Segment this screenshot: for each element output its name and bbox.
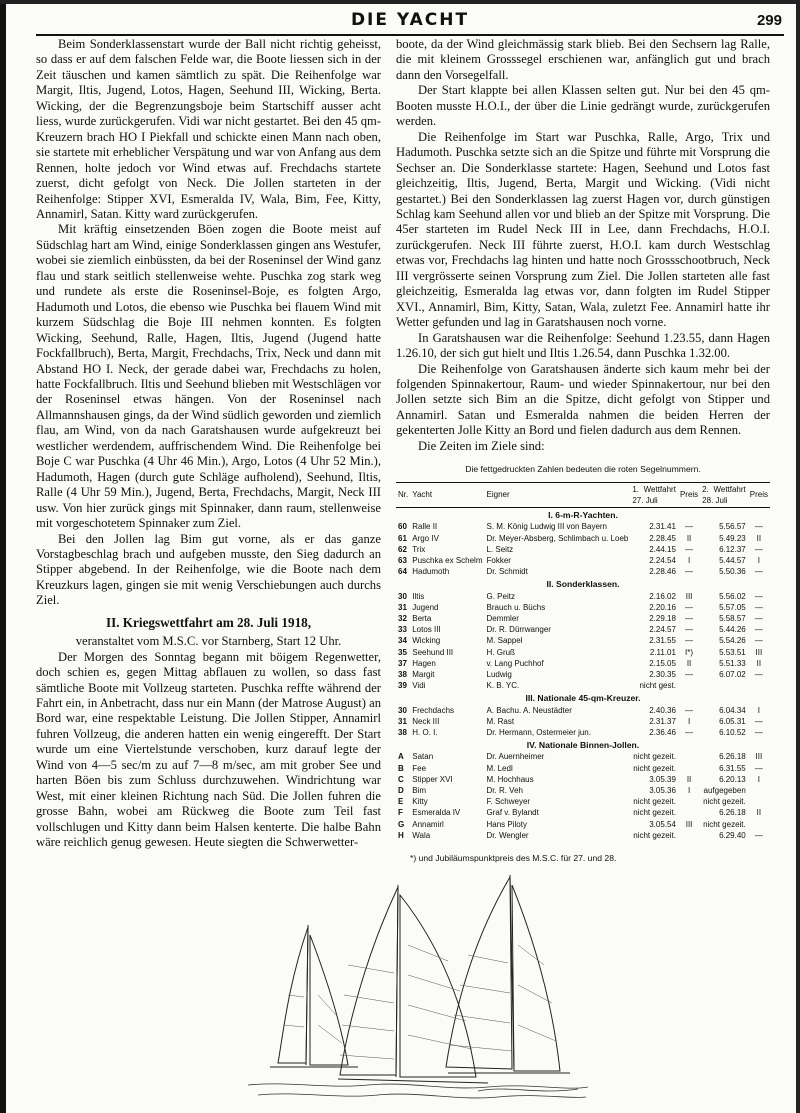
table-row [396,727,770,738]
cell-prize-race1 [678,796,700,807]
table-row [396,763,770,774]
cell-prize-race2: — [754,591,763,601]
cell-yacht: H. O. I. [412,727,438,737]
cell-yacht: Vidi [412,681,426,691]
cell-prize-race1: — [685,727,694,737]
scan-edge-right [796,0,800,1113]
cell-owner: Fokker [486,555,511,565]
cell-owner: M. Sappel [486,636,523,646]
cell-prize-race2: II [756,658,762,668]
cell-owner: M. Hochhaus [486,774,534,784]
cell-time-race2: 5.49.23 [719,533,746,543]
cell-time-race2: 5.57.05 [719,602,746,612]
cell-owner: L. Seitz [486,544,514,554]
paragraph: Bei den Jollen lag Bim gut vorne, als er das ganze Vorstagbeschlag brach und aufgeben musste, den Sieg dadurch an Stipper abgebend. In der Reihenfolge, wie die Boote nach dem Kreuzkurs lagen, gingen sie mit wenig Verschiebungen auch durchs Ziel. [36,531,381,608]
cell-yacht: Trix [412,544,426,554]
section-heading: II. Kriegswettfahrt am 28. Juli 1918, [105,614,312,630]
paragraph: Die Reihenfolge im Start war Puschka, Ralle, Argo, Trix und Hadumoth. Puschka setzte sich an die Spitze und führte mit Vorsprung die Sechser an. Die Sonderklasse startete: Hagen, Seehund und Lotos fast gleichzeitig, Iltis, Jugend, Berta, Margit und Wicking. (Vidi nicht gestartet.) Bei den Sonderklassen lag zuerst Hagen vor, durch günstigen Schlag kam Seehund allen vor und blieb an der Spitze mit Vorsprung. Die 45er starteten im Rudel Neck III in Lee, dann Frechdachs, H.O.I. zurückgerufen. Neck III führte zuerst, H.O.I. kam durch Westschlag etwas vor, Frechdachs lag hinten und hatte noch Grossschootbruch, Neck III vergrösserte seinen Vorsprung zum Ziel. Die Jollen starteten alle fast gleichzeitig, Esmeralda lag etwas vor, dann folgten im Rudel Stipper XVI., Annamirl, Bim, Kitty, Satan, Wala, zuletzt Fee. Annamirl hatte ihr Wetter gefunden und lag in Garatshausen noch vorne. [396,129,770,330]
cell-yacht: Argo IV [412,533,439,543]
cell-time-race2: 5.53.51 [719,647,746,657]
col-header-race1: 1. Wettfahrt 27. Juli [630,482,678,507]
cell-time-race2: 5.56.02 [719,591,746,601]
results-body [396,508,770,841]
table-row [396,819,770,830]
table-section-title: II. Sonderklassen. [546,579,620,590]
page-number: 299 [756,12,782,29]
cell-prize-race2: — [754,544,763,554]
cell-prize-race2: III [755,752,763,762]
cell-owner: Brauch u. Büchs [486,602,546,612]
cell-prize-race2: — [754,716,763,726]
cell-nr: D [398,785,404,795]
cell-time-race1: 2.24.54 [649,555,676,565]
cell-time-race2: 5.44.57 [719,555,746,565]
cell-time-race1: 3.05.54 [649,819,676,829]
table-section-title: I. 6-m-R-Yachten. [548,510,618,521]
cell-yacht: Puschka ex Schelm [412,555,483,565]
cell-yacht: Wala [412,830,431,840]
cell-owner: Graf v. Bylandt [486,808,539,818]
cell-prize-race1 [678,751,700,762]
paragraph: In Garatshausen war die Reihenfolge: Seehund 1.23.55, dann Hagen 1.26.10, der sich gut hielt und Iltis 1.26.54, dann Puschka 1.32.00. [396,330,770,361]
cell-time-race1: nicht gezeit. [633,752,676,762]
cell-prize-race2: I [757,705,760,715]
cell-prize-race1 [678,680,700,691]
cell-time-race1: 2.20.16 [649,602,676,612]
cell-prize-race1: I [687,716,691,726]
cell-owner: Dr. Wengler [486,830,529,840]
cell-yacht: Bim [412,785,427,795]
cell-time-race2: 6.26.18 [719,752,746,762]
table-row [396,785,770,796]
cell-owner: v. Lang Puchhof [486,658,544,668]
journal-title: DIE YACHT [350,10,470,30]
cell-time-race1: 2.31.55 [649,636,676,646]
paragraph: Der Start klappte bei allen Klassen selten gut. Nur bei den 45 qm-Booten musste H.O.I., der über die Linie gedrängt wurde, zurückgerufen werden. [396,83,770,129]
sailboat-illustration [248,845,588,1107]
table-row [396,521,770,532]
cell-yacht: Berta [412,613,432,623]
table-section-title: IV. Nationale Binnen-Jollen. [526,740,640,751]
cell-prize-race1: I [687,785,691,795]
table-row [396,774,770,785]
cell-prize-race2: — [754,636,763,646]
table-section-title: III. Nationale 45-qm-Kreuzer. [525,693,641,704]
cell-prize-race1: II [686,774,692,784]
cell-prize-race1: I [687,555,691,565]
cell-yacht: Esmeralda IV [412,808,461,818]
cell-owner: Dr. R. Veh [486,785,523,795]
cell-prize-race2: — [754,830,763,840]
cell-nr: F [398,808,403,818]
cell-nr: 38 [398,669,407,679]
paragraph: Mit kräftig einsetzenden Böen zogen die Boote meist auf Südschlag hart am Wind, einige Sonderklassen gingen ans Westufer, wobei sie ziemlich einbüssten, da bei der Roseninsel der Wind ganz flau und stark seitlich stellenweise wehte. Puschka zog stark weg und rundete als erste die Roseninsel-Boje, es folgten Argo, Hadumoth und Lotos, die ebenso wie Puschka bei flauem Wind mit kurzem Südschlag die Boje III nehmen konnten. Es folgten Wicking, Seehund, Ralle, Hagen, Iltis, Jugend (Jugend hatte Fockfallbruch), Berta, Margit, Frechdachs, Trix, Neck und dann mit Abstand HO I. Neck, der gerade dabei war, Frechdachs zu holen, hatte Fockfallbruch. Iltis und Seehund blieben mit Westschlägen vor der Roseninsel etwas hängen. Von der Roseninsel nach Allmannshausen gings, da der Wind südlich geworden und ziemlich flau, am Wind, von da nach Garatshausen wurde aufgekreuzt bei westlicher werdendem, auffrischendem Wind. Die Reihenfolge bei Boje C war Puschka (4 Uhr 46 Min.), Argo, Lotos (4 Uhr 52 Min.), Hadumoth, Hagen (durch gute Schläge aufholend), Seehund, Iltis, Ralle (4 Uhr 59 Min.), Jugend, Berta, Frechdachs, Margit, Neck III usw. Von hier zurück gings mit Spinnaker, dann raum, stellenweise mit vorgeschotetem Spinnaker zum Ziel. [36,222,381,531]
cell-yacht: Stipper XVI [412,774,453,784]
table-row [396,544,770,555]
paragraph: boote, da der Wind gleichmässig stark blieb. Bei den Sechsern lag Ralle, die mit kleinem Grosssegel erschienen war, anfänglich gut und brach dann den Vorsegelfall. [396,37,770,82]
table-header-row [396,482,770,507]
cell-time-race1: 2.44.15 [649,544,676,554]
cell-nr: 60 [398,522,407,532]
paragraph: Beim Sonderklassenstart wurde der Ball nicht richtig geheisst, so dass er auf dem falschen Felde war, die Boote liessen sich in der Zeit täuschen und kamen sämtlich zu spät. Die Reihenfolge war Margit, Iltis, Jugend, Lotos, Hagen, Seehund III, Wicking, Berta. Wicking, der die Begrenzungsboje beim Startschiff ausser acht liess, wurde zurückgerufen. Vidi war nicht gestartet. Bei den 45 qm-Kreuzern brach HO I Piekfall und schickte einen Mann nach oben, sie startete mit erheblicher Verspätung und war von Anfang aus dem Rennen, holte jedoch vor Wind etwas auf. Frechdachs startete zuerst, dicht gefolgt von Neck. Die Jollen starteten in der Reihenfolge: Stipper XVI, Esmeralda IV, Wala, Bim, Fee, Kitty, Annamirl, Satan. Kitty ward zurückgerufen. [36,37,381,221]
cell-time-race1: 2.31.41 [649,522,676,532]
cell-time-race1: nicht gezeit. [633,797,676,807]
cell-prize-race1: — [685,613,694,623]
col-header-prize1: Preis [678,482,700,507]
page-header [0,6,800,36]
paragraph: Der Morgen des Sonntag begann mit böigem Regenwetter, doch schien es, gegen Mittag abflauen zu wollen, so dass fast sämtliche Boote mit Vollzeug starteten. Puschka reffte während der Fahrt ein, in Anbetracht, dass nur ein Mann (der Matrose August) an Bord war, eine respektable Leistung. Die Jollen Stipper, Annamirl fuhren Vollzeug, die anderen hatten ein wenig eingerefft. Der Start wurde um eine Viertelstunde verschoben, kurz darauf legte der Wind von 4—5 sec/m zu auf 7—8 m/sec, am mit grober See und harten Böen bis zum Schluss durchzuwehen. Windrichtung war West, mit einer kleinen Richtung nach Süd. Die Jollen fuhren die grosse Bahn, wobei am Rückweg die Boote zum Teil fast vollschlugen und Kitty dann beim Halsen kenterte. Die halbe Bahn wäre reichlich genug gewesen. Heute siegten die Schwerwetter- [36,649,381,850]
cell-nr: 33 [398,625,407,635]
cell-prize-race2: — [754,602,763,612]
cell-nr: 30 [398,591,407,601]
cell-time-race2: 5.56.57 [719,522,746,532]
cell-time-race2: 6.12.37 [719,544,746,554]
cell-time-race2: 6.04.34 [719,705,746,715]
cell-prize-race1: III [685,591,693,601]
scan-edge-left [0,0,6,1113]
cell-yacht: Fee [412,763,427,773]
cell-prize-race2: — [754,567,763,577]
scan-edge-top [0,0,800,4]
cell-owner: F. Schweyer [486,797,531,807]
cell-prize-race2 [748,785,770,796]
cell-nr: C [398,774,404,784]
cell-yacht: Iltis [412,591,425,601]
cell-owner: G. Peitz [486,591,515,601]
cell-owner: Dr. Meyer-Absberg, Schlimbach u. Loeb [486,533,629,543]
table-section-row [396,738,770,751]
cell-owner: Demmler [486,613,519,623]
cell-time-race2: 5.58.57 [719,613,746,623]
cell-yacht: Seehund III [412,647,454,657]
cell-time-race1: nicht gest. [639,681,676,691]
cell-time-race2: nicht gezeit. [703,819,746,829]
table-row [396,807,770,818]
cell-time-race2: 5.44.26 [719,625,746,635]
cell-time-race1: nicht gezeit. [633,830,676,840]
cell-prize-race2: — [754,763,763,773]
cell-time-race2: 5.51.33 [719,658,746,668]
table-row [396,602,770,613]
cell-prize-race1: III [685,819,693,829]
cell-time-race2: 6.29.40 [719,830,746,840]
cell-nr: 35 [398,647,407,657]
col-header-nr: Nr. [396,482,410,507]
times-heading: Die Zeiten im Ziele sind: [418,438,545,453]
cell-nr: 64 [398,567,407,577]
cell-prize-race2: II [756,808,762,818]
cell-prize-race1: — [685,669,694,679]
cell-prize-race2: I [757,774,760,784]
table-row [396,591,770,602]
cell-owner: Ludwig [486,669,512,679]
cell-prize-race2: III [755,647,763,657]
cell-prize-race1: — [685,625,694,635]
cell-yacht: Satan [412,752,434,762]
cell-time-race1: 2.28.46 [649,567,676,577]
cell-time-race2: 6.20.13 [719,774,746,784]
cell-owner: Hans Piloty [486,819,527,829]
cell-nr: G [398,819,405,829]
cell-nr: 34 [398,636,407,646]
cell-yacht: Hadumoth [412,567,450,577]
cell-prize-race1 [678,807,700,818]
cell-prize-race1: I*) [685,647,694,657]
table-row [396,830,770,841]
table-row [396,555,770,566]
cell-nr: 62 [398,544,407,554]
table-row [396,613,770,624]
cell-yacht: Margit [412,669,435,679]
table-section-row [396,508,770,522]
cell-yacht: Annamirl [412,819,444,829]
table-row [396,705,770,716]
cell-nr: 32 [398,613,407,623]
cell-prize-race1: — [685,636,694,646]
cell-prize-race2: — [754,669,763,679]
table-row [396,796,770,807]
cell-yacht: Kitty [412,797,428,807]
cell-prize-race2: — [754,727,763,737]
table-row [396,533,770,544]
cell-prize-race1: II [686,533,692,543]
cell-prize-race1: — [685,705,694,715]
cell-yacht: Ralle II [412,522,438,532]
cell-time-race2: nicht gezeit. [703,797,746,807]
cell-time-race2: 6.10.52 [719,727,746,737]
paragraph: Die Reihenfolge von Garatshausen änderte sich kaum mehr bei der folgenden Spinnakertour, Raum- und wieder Spinnakertour, nur bei den Jollen setzte sich Bim an die Spitze, dicht gefolgt von Stipper und Annamirl. Satan und Esmeralda nahmen die beiden Herren der gekenterten Jolle Kitty an Bord und fielen dadurch aus dem Rennen. [396,361,770,438]
cell-time-race1: 2.40.36 [649,705,676,715]
cell-time-race1: 2.30.35 [649,669,676,679]
cell-prize-race1: — [685,522,694,532]
cell-yacht: Lotos III [412,625,441,635]
table-row [396,751,770,762]
cell-time-race2: 6.26.18 [719,808,746,818]
cell-time-race1: 3.05.39 [649,774,676,784]
cell-yacht: Frechdachs [412,705,455,715]
cell-owner: Dr. R. Dürrwanger [486,625,551,635]
paragraph: veranstaltet vom M.S.C. vor Starnberg, Start 12 Uhr. [75,634,342,649]
cell-time-race1: 2.15.05 [649,658,676,668]
cell-time-race2: 5.50.36 [719,567,746,577]
cell-prize-race2: — [754,625,763,635]
left-column [36,37,381,851]
cell-nr: 38 [398,727,407,737]
header-rule [36,34,784,36]
cell-nr: 37 [398,658,407,668]
cell-owner: A. Bachu. A. Neustädter [486,705,572,715]
table-row [396,635,770,646]
table-row [396,716,770,727]
results-table [396,482,770,841]
cell-time-race1: 2.29.18 [649,613,676,623]
cell-prize-race2: I [757,555,760,565]
cell-yacht: Neck III [412,716,440,726]
cell-prize-race1 [678,830,700,841]
table-row [396,566,770,577]
cell-prize-race1 [678,763,700,774]
cell-nr: B [398,763,404,773]
cell-yacht: Hagen [412,658,436,668]
cell-time-race1: nicht gezeit. [633,763,676,773]
cell-nr: 31 [398,716,407,726]
cell-prize-race1: — [685,602,694,612]
cell-time-race1: nicht gezeit. [633,808,676,818]
cell-nr: 63 [398,555,407,565]
cell-time-race2: aufgegeben [703,785,746,795]
cell-time-race1: 2.11.01 [649,647,676,657]
col-header-owner: Eigner [485,482,631,507]
table-row [396,680,770,691]
cell-time-race1: 2.28.45 [649,533,676,543]
cell-prize-race2 [748,796,770,807]
right-column [396,37,770,866]
table-footnote: *) und Jubiläumspunktpreis des M.S.C. für 27. und 28. [410,852,617,863]
table-row [396,658,770,669]
cell-nr: E [398,797,404,807]
table-row [396,624,770,635]
cell-time-race1: 2.36.46 [649,727,676,737]
cell-owner: Dr. Schmidt [486,567,528,577]
cell-time-race2: 6.05.31 [719,716,746,726]
cell-nr: 39 [398,681,407,691]
cell-time-race1: 2.16.02 [649,591,676,601]
cell-time-race1: 2.24.57 [649,625,676,635]
cell-prize-race2 [748,680,770,691]
cell-nr: 31 [398,602,407,612]
cell-nr: H [398,830,404,840]
cell-prize-race2: II [756,533,762,543]
cell-time-race1: 3.05.36 [649,785,676,795]
cell-time-race2: 6.31.55 [719,763,746,773]
cell-time-race2 [700,680,748,691]
cell-nr: 30 [398,705,407,715]
cell-time-race2: 6.07.02 [719,669,746,679]
cell-prize-race2: — [754,613,763,623]
cell-owner: Dr. Hermann, Ostermeier jun. [486,727,591,737]
cell-prize-race2 [748,819,770,830]
cell-prize-race1: II [686,658,692,668]
col-header-prize2: Preis [748,482,770,507]
cell-nr: A [398,752,404,762]
cell-owner: K. B. YC. [486,681,520,691]
cell-owner: Dr. Auernheimer [486,752,545,762]
col-header-race2: 2. Wettfahrt 28. Juli [700,482,748,507]
cell-owner: H. Gruß [486,647,515,657]
cell-owner: M. Rast [486,716,515,726]
cell-time-race1: 2.31.37 [649,716,676,726]
table-section-row [396,691,770,704]
cell-prize-race1: — [685,567,694,577]
table-row [396,647,770,658]
col-header-yacht: Yacht [410,482,484,507]
table-section-row [396,577,770,590]
cell-prize-race1: — [685,544,694,554]
cell-time-race2: 5.54.26 [719,636,746,646]
table-row [396,669,770,680]
cell-owner: M. Ledl [486,763,513,773]
table-note: Die fettgedruckten Zahlen bedeuten die roten Segelnummern. [465,464,701,475]
cell-nr: 61 [398,533,407,543]
cell-yacht: Wicking [412,636,441,646]
cell-owner: S. M. König Ludwig III von Bayern [486,522,608,532]
cell-yacht: Jugend [412,602,439,612]
cell-prize-race2: — [754,522,763,532]
